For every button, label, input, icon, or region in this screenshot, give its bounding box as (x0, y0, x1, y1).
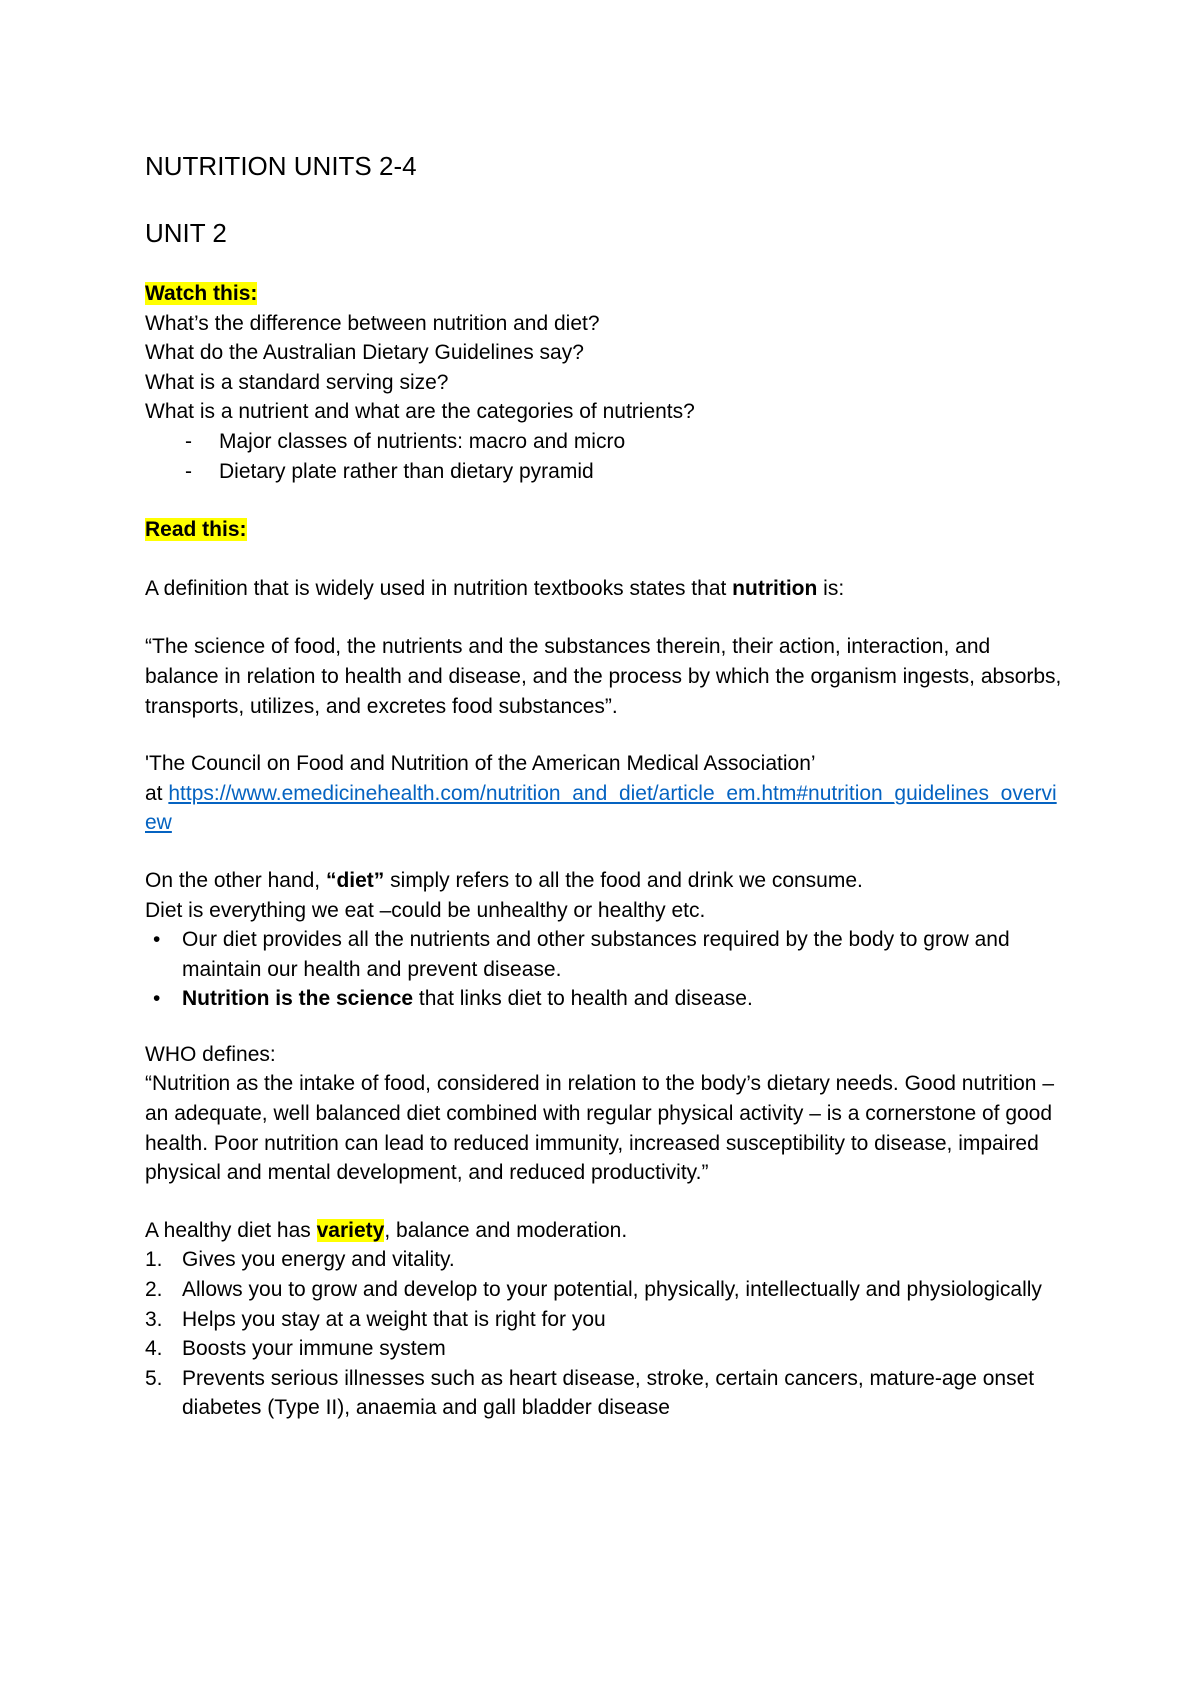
bullet-marker: • (153, 987, 161, 1011)
diet-definition: On the other hand, “diet” simply refers to all the food and drink we consume. (145, 868, 863, 892)
dash-marker: - (185, 459, 192, 483)
healthy-diet-intro: A healthy diet has variety, balance and moderation. (145, 1218, 628, 1242)
variety-highlight: variety (316, 1218, 385, 1242)
list-item (145, 457, 1065, 487)
source-citation: 'The Council on Food and Nutrition of the American Medical Association’ (145, 752, 816, 776)
list-item-text: Prevents serious illnesses such as heart disease, stroke, certain cancers, mature-age onset diabetes (Type II), anaemia and gall bladder disease (182, 1366, 1035, 1420)
list-item: • Nutrition is the science that links diet to health and disease. (145, 984, 1065, 1014)
list-item (145, 1305, 1065, 1335)
diet-description: Diet is everything we eat –could be unhealthy or healthy etc. (145, 898, 706, 922)
who-quote: “Nutrition as the intake of food, considered in relation to the body’s dietary needs. Good nutrition – an adequate, well balanced diet combined with regular physical activity – is a cornerstone of good health. Poor nutrition can lead to reduced immunity, increased susceptibility to disease, impaired physical and mental development, and reduced productivity.” (145, 1072, 1054, 1185)
list-number: 4. (145, 1337, 163, 1361)
read-label: Read this: (145, 518, 247, 542)
watch-section (145, 279, 1065, 486)
bullet-marker: • (153, 928, 161, 952)
diet-term: “diet” (325, 868, 385, 892)
watch-sub-list (145, 427, 1065, 486)
watch-label: Watch this: (145, 282, 258, 305)
list-number: 2. (145, 1278, 163, 1302)
document-title: NUTRITION UNITS 2-4 (145, 151, 417, 181)
list-item (145, 1334, 1065, 1364)
list-item-text: Major classes of nutrients: macro and micro (219, 429, 626, 453)
list-number: 3. (145, 1307, 163, 1331)
document-body (145, 148, 1065, 1423)
definition-intro: A definition that is widely used in nutrition textbooks states that nutrition is: (145, 576, 845, 600)
list-item-text: Helps you stay at a weight that is right for you (182, 1307, 606, 1331)
definition-quote: “The science of food, the nutrients and the substances therein, their action, interaction, and balance in relation to health and disease, and the process by which the organism ingests, absorbs, transports, utilizes, and excretes food substances”. (145, 635, 1062, 718)
diet-bullet-list (145, 925, 1065, 1014)
list-item-text: Dietary plate rather than dietary pyramid (219, 459, 594, 483)
unit-heading: UNIT 2 (145, 218, 227, 248)
list-item (145, 925, 1065, 984)
watch-question: What’s the difference between nutrition and diet? (145, 311, 600, 335)
source-link-line: at https://www.emedicinehealth.com/nutrition_and_diet/article_em.htm#nutrition_guidelines_overview (145, 781, 1057, 835)
list-item (145, 1364, 1065, 1423)
watch-question: What is a nutrient and what are the categories of nutrients? (145, 400, 695, 424)
benefits-list (145, 1245, 1065, 1423)
list-number: 1. (145, 1248, 163, 1272)
list-item (145, 427, 1065, 457)
watch-question: What do the Australian Dietary Guidelines say? (145, 341, 584, 365)
list-item-text: Our diet provides all the nutrients and other substances required by the body to grow and maintain our health and prevent disease. (182, 928, 1010, 981)
nutrition-term: nutrition (732, 576, 818, 600)
who-label: WHO defines: (145, 1042, 276, 1066)
list-item (145, 1275, 1065, 1305)
list-item-text: Gives you energy and vitality. (182, 1248, 455, 1272)
list-item (145, 1245, 1065, 1275)
list-number: 5. (145, 1366, 163, 1390)
list-item-text: Boosts your immune system (182, 1337, 446, 1361)
dash-marker: - (185, 429, 192, 453)
list-item-text: Allows you to grow and develop to your potential, physically, intellectually and physiologically (182, 1278, 1042, 1302)
watch-question: What is a standard serving size? (145, 370, 449, 394)
source-link[interactable]: https://www.emedicinehealth.com/nutrition_and_diet/article_em.htm#nutrition_guidelines_overview (145, 781, 1057, 835)
